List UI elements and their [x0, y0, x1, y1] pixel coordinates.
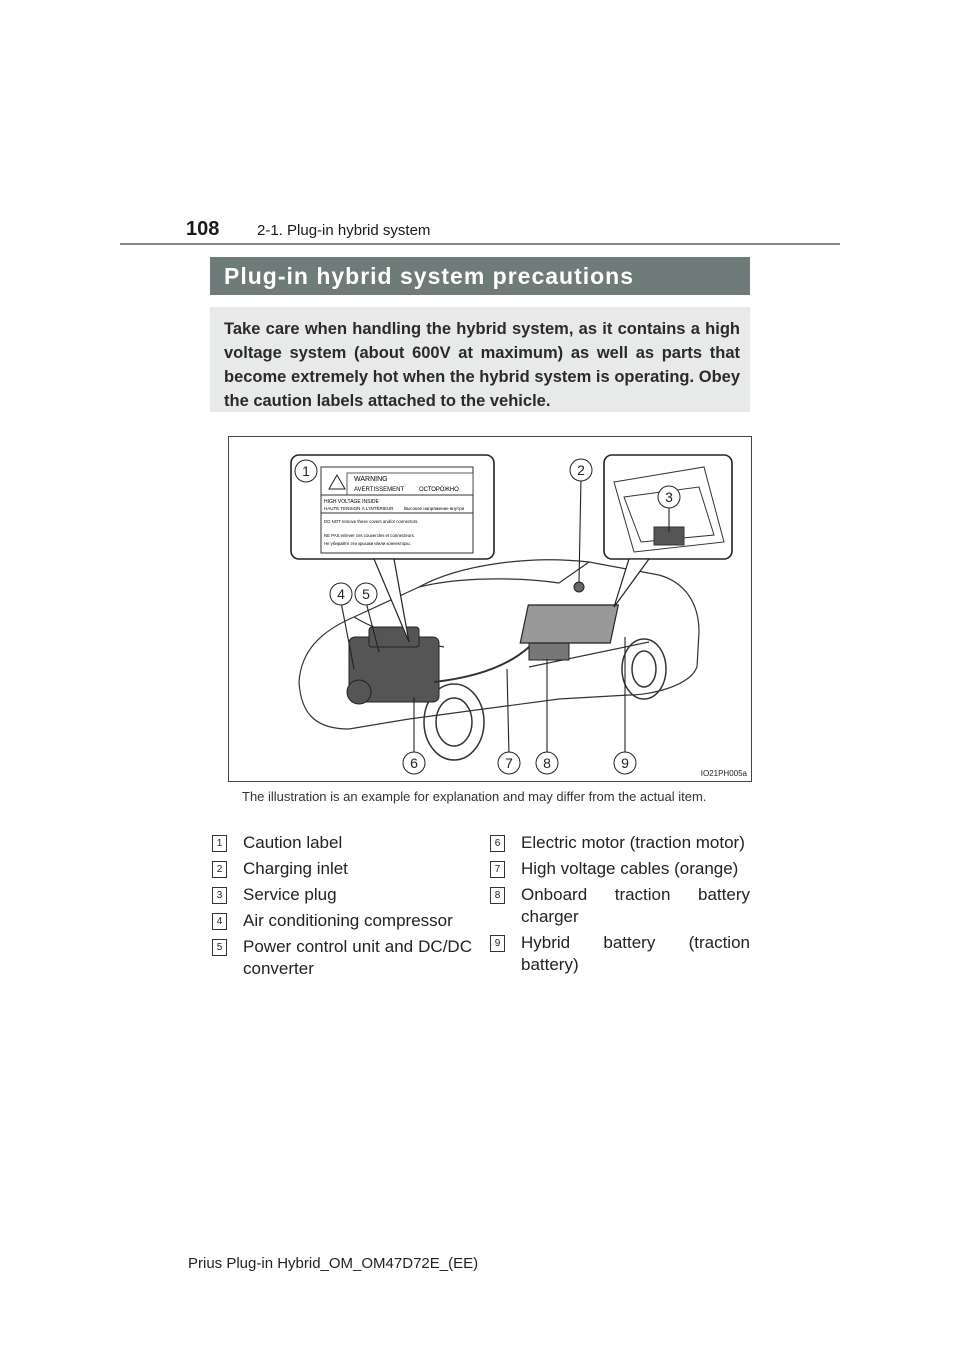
callout-2: 2	[577, 462, 585, 478]
item-number: 5	[212, 939, 227, 956]
footer-doc-id: Prius Plug-in Hybrid_OM_OM47D72E_(EE)	[188, 1255, 479, 1272]
callout-4: 4	[337, 586, 345, 602]
list-item	[490, 832, 750, 854]
label-line-3: ОСТОРОЖНО	[419, 487, 459, 493]
list-item	[212, 910, 472, 932]
item-label: Power control unit and DC/DC converter	[243, 937, 472, 978]
item-number: 1	[212, 835, 227, 852]
callout-3: 3	[665, 489, 673, 505]
item-label: High voltage cables (orange)	[521, 859, 739, 878]
callout-7: 7	[505, 755, 513, 771]
item-label: Caution label	[243, 833, 343, 852]
label-line-4: HIGH VOLTAGE INSIDE	[324, 499, 379, 505]
vehicle-illustration	[228, 436, 752, 782]
item-number: 7	[490, 861, 505, 878]
vehicle-drawing	[229, 437, 751, 781]
list-item	[212, 936, 472, 980]
figure-id: IO21PH005a	[700, 769, 747, 778]
item-number: 8	[490, 887, 505, 904]
item-number: 9	[490, 935, 505, 952]
label-line-8: NE PAS enlever ces couvercles et connecteurs.	[324, 533, 415, 538]
callout-6: 6	[410, 755, 418, 771]
label-line-1: WARNING	[354, 476, 388, 483]
list-item	[212, 884, 472, 906]
header-rule	[120, 243, 840, 245]
list-item	[212, 858, 472, 880]
label-line-6: Высокое напряжение внутри	[404, 506, 465, 511]
list-item	[490, 932, 750, 976]
item-number: 6	[490, 835, 505, 852]
item-label: Electric motor (traction motor)	[521, 833, 745, 852]
list-item	[490, 884, 750, 928]
callout-8: 8	[543, 755, 551, 771]
callout-5: 5	[362, 586, 370, 602]
intro-box	[210, 307, 750, 412]
item-label: Air conditioning compressor	[243, 911, 453, 930]
label-line-7: DO NOT remove these covers and/or connectors.	[324, 519, 419, 524]
item-label: Service plug	[243, 885, 337, 904]
parts-list-right	[490, 832, 750, 980]
label-line-5: HAUTE TENSION À L'INTÉRIEUR	[324, 506, 394, 511]
intro-text: Take care when handling the hybrid system, as it contains a high voltage system (about 600V at maximum) as well as parts that become extremely hot when the hybrid system is operating. Obey the caution labels attached to the vehicle.	[224, 320, 740, 410]
item-label: Charging inlet	[243, 859, 348, 878]
title-bar	[210, 257, 750, 295]
item-label: Onboard traction battery charger	[521, 885, 750, 926]
callout-1: 1	[302, 463, 310, 479]
section-title: 2-1. Plug-in hybrid system	[257, 222, 431, 239]
label-line-9: Не убирайте эти крышки и/или коннекторы.	[324, 541, 411, 546]
list-item	[212, 832, 472, 854]
label-line-2: AVERTISSEMENT	[354, 487, 405, 493]
page-number: 108	[186, 218, 220, 240]
list-item	[490, 858, 750, 880]
item-number: 3	[212, 887, 227, 904]
item-number: 2	[212, 861, 227, 878]
figure-caption: The illustration is an example for explanation and may differ from the actual item.	[242, 789, 707, 804]
item-number: 4	[212, 913, 227, 930]
item-label: Hybrid battery (traction battery)	[521, 933, 750, 974]
page-title: Plug-in hybrid system precautions	[224, 263, 635, 289]
parts-list-left	[212, 832, 472, 984]
callout-9: 9	[621, 755, 629, 771]
